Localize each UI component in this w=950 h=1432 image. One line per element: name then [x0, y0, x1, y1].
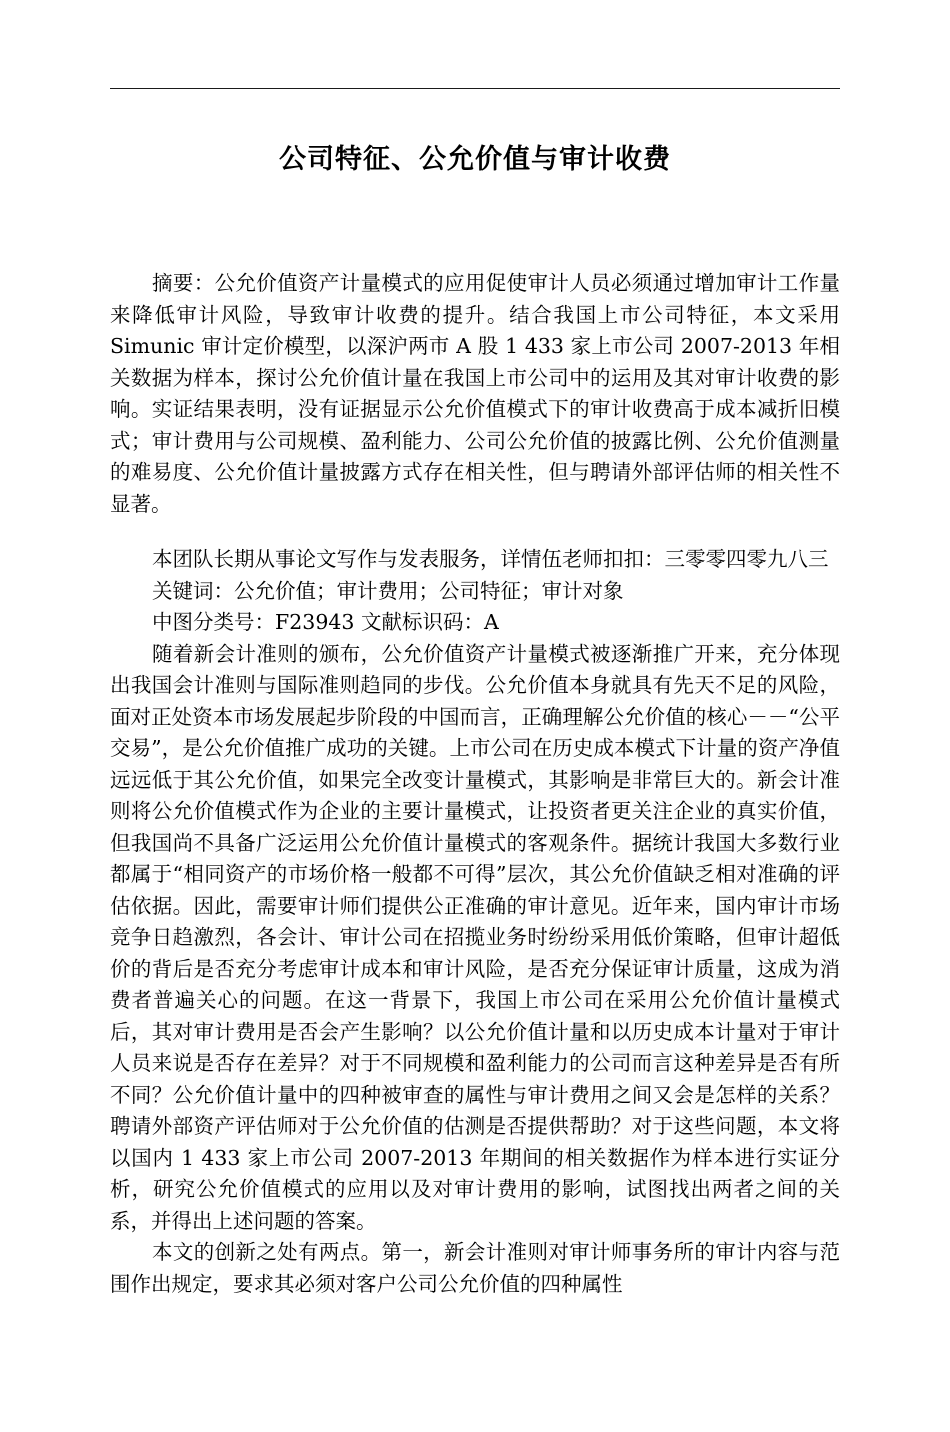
service-note-paragraph: 本团队长期从事论文写作与发表服务，详情伍老师扣扣：三零零四零九八三 [152, 547, 829, 571]
body-paragraph-2: 本文的创新之处有两点。第一，新会计准则对审计师事务所的审计内容与范围作出规定，要求其必须对客户公司公允价值的四种属性 [110, 1240, 840, 1296]
header-rule [110, 88, 840, 89]
document-page [0, 88, 950, 1432]
body-paragraph-1: 随着新会计准则的颁布，公允价值资产计量模式被逐渐推广开来，充分体现出我国会计准则与国际准则趋同的步伐。公允价值本身就具有先天不足的风险，面对正处资本市场发展起步阶段的中国而言，正确理解公允价值的核心－－“公平交易”，是公允价值推广成功的关键。上市公司在历史成本模式下计量的资产净值远远低于其公允价值，如果完全改变计量模式，其影响是非常巨大的。新会计准则将公允价值模式作为企业的主要计量模式，让投资者更关注企业的真实价值，但我国尚不具备广泛运用公允价值计量模式的客观条件。据统计我国大多数行业都属于“相同资产的市场价格一般都不可得”层次，其公允价值缺乏相对准确的评估依据。因此，需要审计师们提供公正准确的审计意见。近年来，国内审计市场竞争日趋激烈，各会计、审计公司在招揽业务时纷纷采用低价策略，但审计超低价的背后是否充分考虑审计成本和审计风险，是否充分保证审计质量，这成为消费者普遍关心的问题。在这一背景下，我国上市公司在采用公允价值计量模式后，其对审计费用是否会产生影响？以公允价值计量和以历史成本计量对于审计人员来说是否存在差异？对于不同规模和盈利能力的公司而言这种差异是否有所不同？公允价值计量中的四种被审查的属性与审计费用之间又会是怎样的关系？聘请外部资产评估师对于公允价值的估测是否提供帮助？对于这些问题，本文将以国内 1 433 家上市公司 2007-2013 年期间的相关数据作为样本进行实证分析，研究公允价值模式的应用以及对审计费用的影响，试图找出两者之间的关系，并得出上述问题的答案。 [110, 641, 840, 1233]
abstract-paragraph: 摘要：公允价值资产计量模式的应用促使审计人员必须通过增加审计工作量来降低审计风险，导致审计收费的提升。结合我国上市公司特征，本文采用 Simunic 审计定价模型，以深沪两市 A 股 1 433 家上市公司 2007-2013 年相关数据为样本，探讨公允价值计量在我国上市公司中的运用及其对审计收费的影响。实证结果表明，没有证据显示公允价值模式下的审计收费高于成本减折旧模式；审计费用与公司规模、盈利能力、公司公允价值的披露比例、公允价值测量的难易度、公允价值计量披露方式存在相关性，但与聘请外部评估师的相关性不显著。 [110, 271, 840, 516]
classification-line: 中图分类号：F23943 文献标识码：A [152, 610, 499, 634]
keywords-line: 关键词：公允价值；审计费用；公司特征；审计对象 [152, 578, 624, 603]
document-body [110, 268, 840, 1300]
spacer [110, 520, 840, 544]
page-title: 公司特征、公允价值与审计收费 [279, 144, 671, 175]
